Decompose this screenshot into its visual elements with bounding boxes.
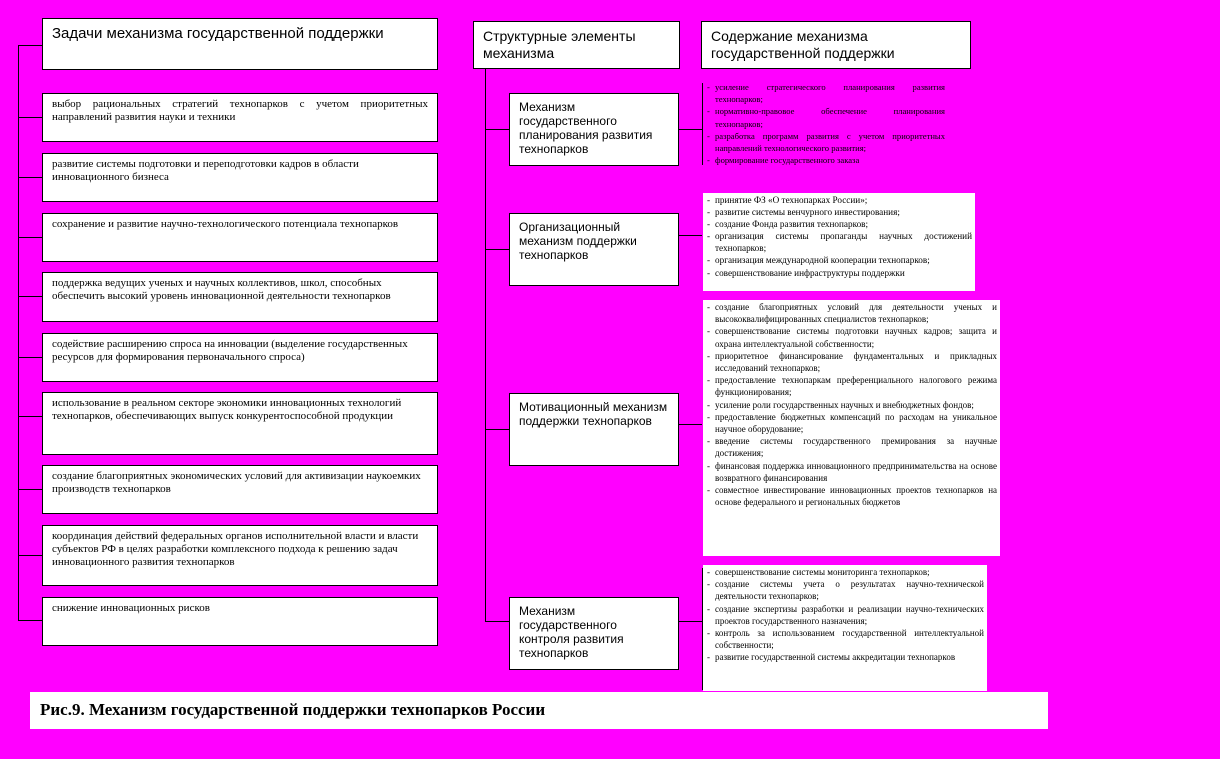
content-item: - приоритетное финансирование фундаментальных и прикладных исследований технопарков; — [706, 350, 997, 374]
content-item: - предоставление технопаркам преференциального налогового режима функционирования; — [706, 374, 997, 398]
content-item: - введение системы государственного премирования за научные достижения; — [706, 435, 997, 459]
content-item: - организация международной кооперации технопарков; — [706, 254, 972, 266]
content-connector-3 — [678, 424, 702, 425]
content-item: - совершенствование системы подготовки научных кадров; защита и охрана интеллектуальной собственности; — [706, 325, 997, 349]
mech-connector-2 — [485, 249, 509, 250]
content-item: - разработка программ развития с учетом приоритетных направлений технологического развития; — [706, 130, 945, 154]
tasks-vertical-connector — [18, 45, 19, 620]
mechanism-motivational: Мотивационный механизм поддержки технопарков — [509, 393, 679, 466]
tasks-header: Задачи механизма государственной поддержки — [42, 18, 438, 70]
content-item: - создание благоприятных условий для деятельности ученых и высококвалифицированных специалистов технопарков; — [706, 301, 997, 325]
content-item: - контроль за использованием государственной интеллектуальной собственности; — [706, 627, 984, 651]
content-item: - организация системы пропаганды научных достижений технопарков; — [706, 230, 972, 254]
mech-connector-1 — [485, 129, 509, 130]
content-item: - усиление роли государственных научных и внебюджетных фондов; — [706, 399, 997, 411]
task-connector-3 — [18, 237, 42, 238]
content-item: - нормативно-правовое обеспечение планирования технопарков; — [706, 105, 945, 129]
task-box: использование в реальном секторе экономики инновационных технологий технопарков, обеспечивающих выпуск конкурентоспособной продукции — [42, 392, 438, 455]
content-item: - создание Фонда развития технопарков; — [706, 218, 972, 230]
task-box: поддержка ведущих ученых и научных коллективов, школ, способных обеспечить высокий уровень инновационной деятельности технопарков — [42, 272, 438, 322]
content-planning — [703, 80, 948, 180]
tasks-header-connector — [18, 45, 42, 46]
content-item: - предоставление бюджетных компенсаций по расходам на уникальное научное оборудование; — [706, 411, 997, 435]
task-box: создание благоприятных экономических условий для активизации наукоемких производств технопарков — [42, 465, 438, 514]
content-item: - совместное инвестирование инновационных проектов технопарков на основе федерального и региональных бюджетов — [706, 484, 997, 508]
content-item: - совершенствование системы мониторинга технопарков; — [706, 566, 984, 578]
task-connector-9 — [18, 620, 42, 621]
mechanism-planning: Механизм государственного планирования развития технопарков — [509, 93, 679, 166]
task-box: сохранение и развитие научно-технологического потенциала технопарков — [42, 213, 438, 262]
task-connector-1 — [18, 117, 42, 118]
content-header: Содержание механизма государственной поддержки — [701, 21, 971, 69]
mech-connector-3 — [485, 429, 509, 430]
content-motivational — [703, 300, 1000, 556]
content-organizational — [703, 193, 975, 291]
mechanism-control: Механизм государственного контроля развития технопарков — [509, 597, 679, 670]
content-connector-2 — [678, 235, 702, 236]
task-connector-7 — [18, 489, 42, 490]
content-item: - развитие системы венчурного инвестирования; — [706, 206, 972, 218]
figure-caption: Рис.9. Механизм государственной поддержки технопарков России — [30, 692, 1048, 729]
task-box: снижение инновационных рисков — [42, 597, 438, 646]
task-connector-6 — [18, 416, 42, 417]
task-connector-2 — [18, 177, 42, 178]
task-box: развитие системы подготовки и переподготовки кадров в области инновационного бизнеса — [42, 153, 438, 202]
content-connector-1 — [678, 129, 702, 130]
task-connector-4 — [18, 296, 42, 297]
content-item: - финансовая поддержка инновационного предпринимательства на основе возвратного финансирования — [706, 460, 997, 484]
content-item: - принятие ФЗ «О технопарках России»; — [706, 194, 972, 206]
content-item: - создание системы учета о результатах научно-технической деятельности технопарков; — [706, 578, 984, 602]
elements-header: Структурные элементы механизма — [473, 21, 680, 69]
task-box: содействие расширению спроса на инновации (выделение государственных ресурсов для формирования первоначального спроса) — [42, 333, 438, 382]
task-connector-8 — [18, 555, 42, 556]
task-connector-5 — [18, 357, 42, 358]
content-item: - усиление стратегического планирования развития технопарков; — [706, 81, 945, 105]
task-box: координация действий федеральных органов исполнительной власти и власти субъектов РФ в целях разработки комплексного подхода к решению задач инновационного развития технопарков — [42, 525, 438, 586]
content-item: - развитие государственной системы аккредитации технопарков — [706, 651, 984, 663]
elements-vertical-connector — [485, 69, 486, 621]
content-item: - создание экспертизы разработки и реализации научно-технических проектов государственного назначения; — [706, 603, 984, 627]
content-item: - совершенствование инфраструктуры поддержки — [706, 267, 972, 279]
content-item: - формирование государственного заказа — [706, 154, 945, 166]
content-connector-4 — [678, 621, 702, 622]
mechanism-organizational: Организационный механизм поддержки технопарков — [509, 213, 679, 286]
mech-connector-4 — [485, 621, 509, 622]
task-box: выбор рациональных стратегий технопарков с учетом приоритетных направлений развития науки и техники — [42, 93, 438, 142]
content-control — [703, 565, 987, 691]
